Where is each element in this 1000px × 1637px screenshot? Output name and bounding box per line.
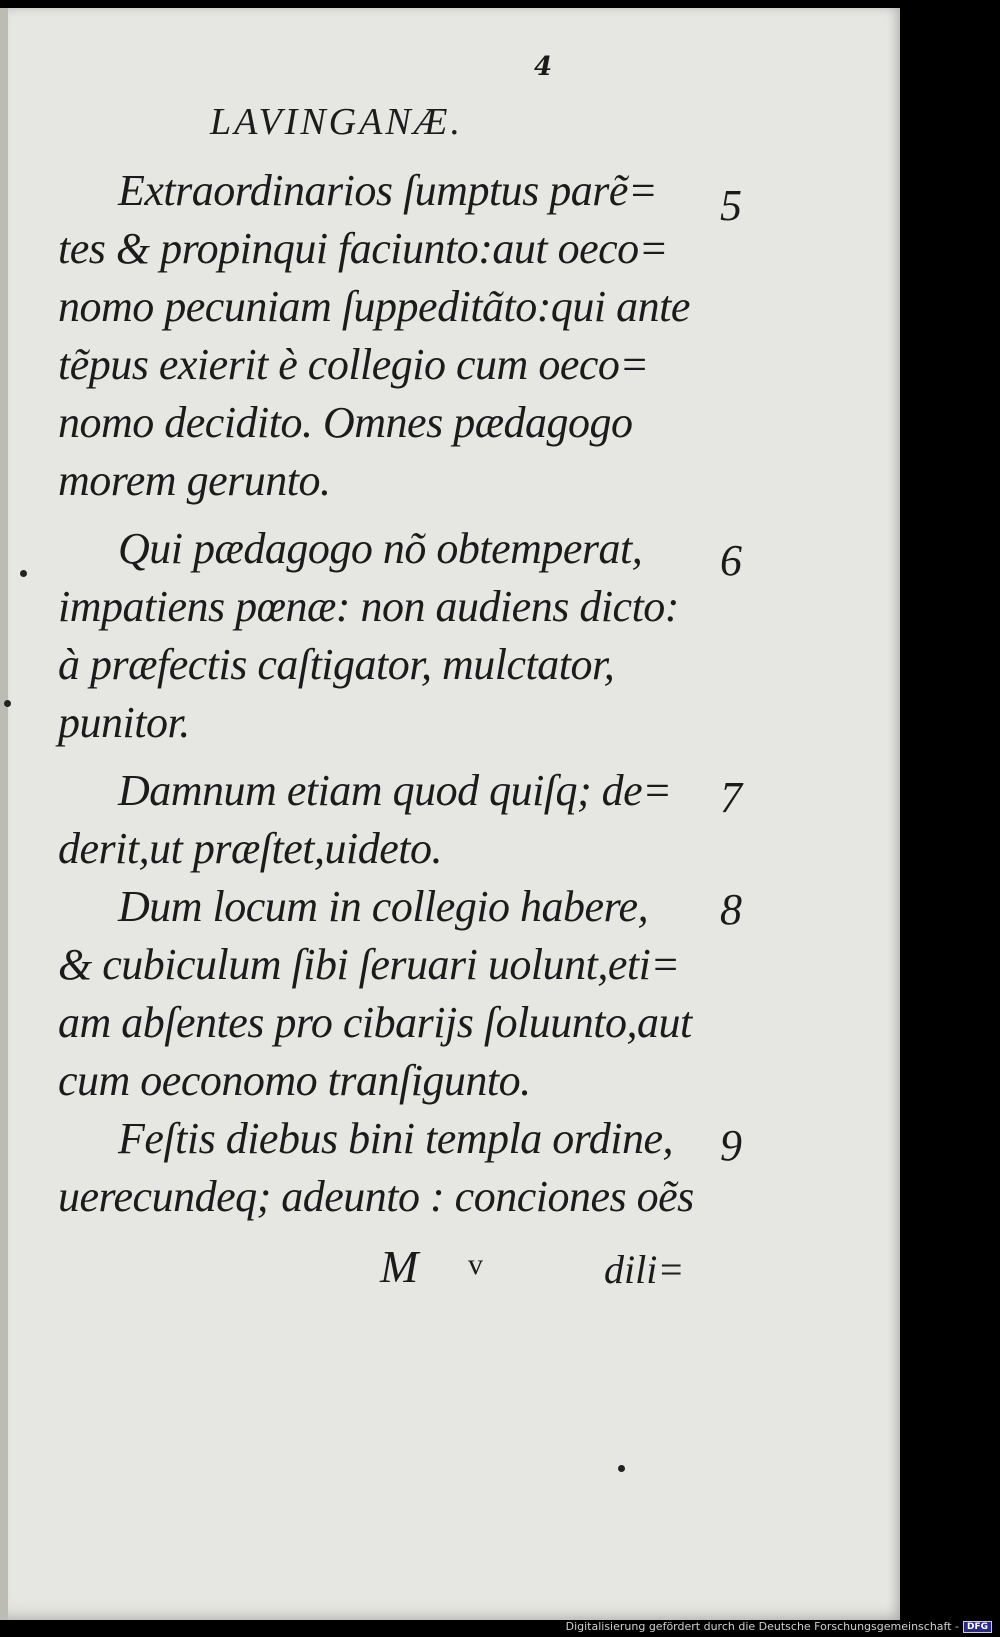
text-line: à præfectis caſtigator, mulctator, <box>58 640 615 689</box>
text-line: uerecundeq; adeunto : conciones oẽs <box>58 1172 694 1221</box>
text-line: Extraordinarios ſumptus parẽ= <box>118 166 658 215</box>
margin-number: 9 <box>720 1121 742 1170</box>
text-line: Feſtis diebus bini templa ordine, <box>118 1114 674 1163</box>
margin-number: 6 <box>720 536 742 585</box>
text-line: Dum locum in collegio habere, <box>118 882 649 931</box>
text-line: punitor. <box>58 698 190 747</box>
text-line: & cubiculum ſibi ſeruari uolunt,eti= <box>58 940 680 989</box>
digitization-footer <box>566 1620 992 1633</box>
ink-speck <box>20 570 27 577</box>
text-line: Qui pædagogo nõ obtemperat, <box>118 524 643 573</box>
page-mark: 4 <box>534 52 553 82</box>
signature-suffix: v <box>468 1248 483 1281</box>
text-line: morem gerunto. <box>58 456 331 505</box>
text-line: am abſentes pro cibarijs ſoluunto,aut <box>58 998 692 1047</box>
margin-number: 8 <box>720 885 742 934</box>
text-line: impatiens pœnæ: non audiens dicto: <box>58 582 679 631</box>
ink-speck <box>4 700 11 707</box>
footer-text: Digitalisierung gefördert durch die Deutsche Forschungsgemeinschaft - <box>565 1620 959 1633</box>
margin-number: 7 <box>720 773 742 822</box>
margin-number: 5 <box>720 181 742 230</box>
catchword: dili= <box>604 1247 685 1292</box>
signature-mark: M <box>380 1241 419 1292</box>
running-head: LAVINGANÆ. <box>210 101 463 143</box>
text-line: cum oeconomo tranſigunto. <box>58 1056 531 1105</box>
text-line: tes & propinqui faciunto:aut oeco= <box>58 224 668 273</box>
text-line: nomo decidito. Omnes pædagogo <box>58 398 633 447</box>
dfg-logo: DFG <box>963 1621 992 1633</box>
text-line: Damnum etiam quod quiſq; de= <box>118 766 672 815</box>
page-edge <box>0 8 8 1620</box>
text-line: nomo pecuniam ſuppeditãto:qui ante <box>58 282 690 331</box>
ink-speck <box>618 1465 625 1472</box>
text-line: tẽpus exierit è collegio cum oeco= <box>58 340 649 389</box>
text-line: derit,ut præſtet,uideto. <box>58 824 442 873</box>
